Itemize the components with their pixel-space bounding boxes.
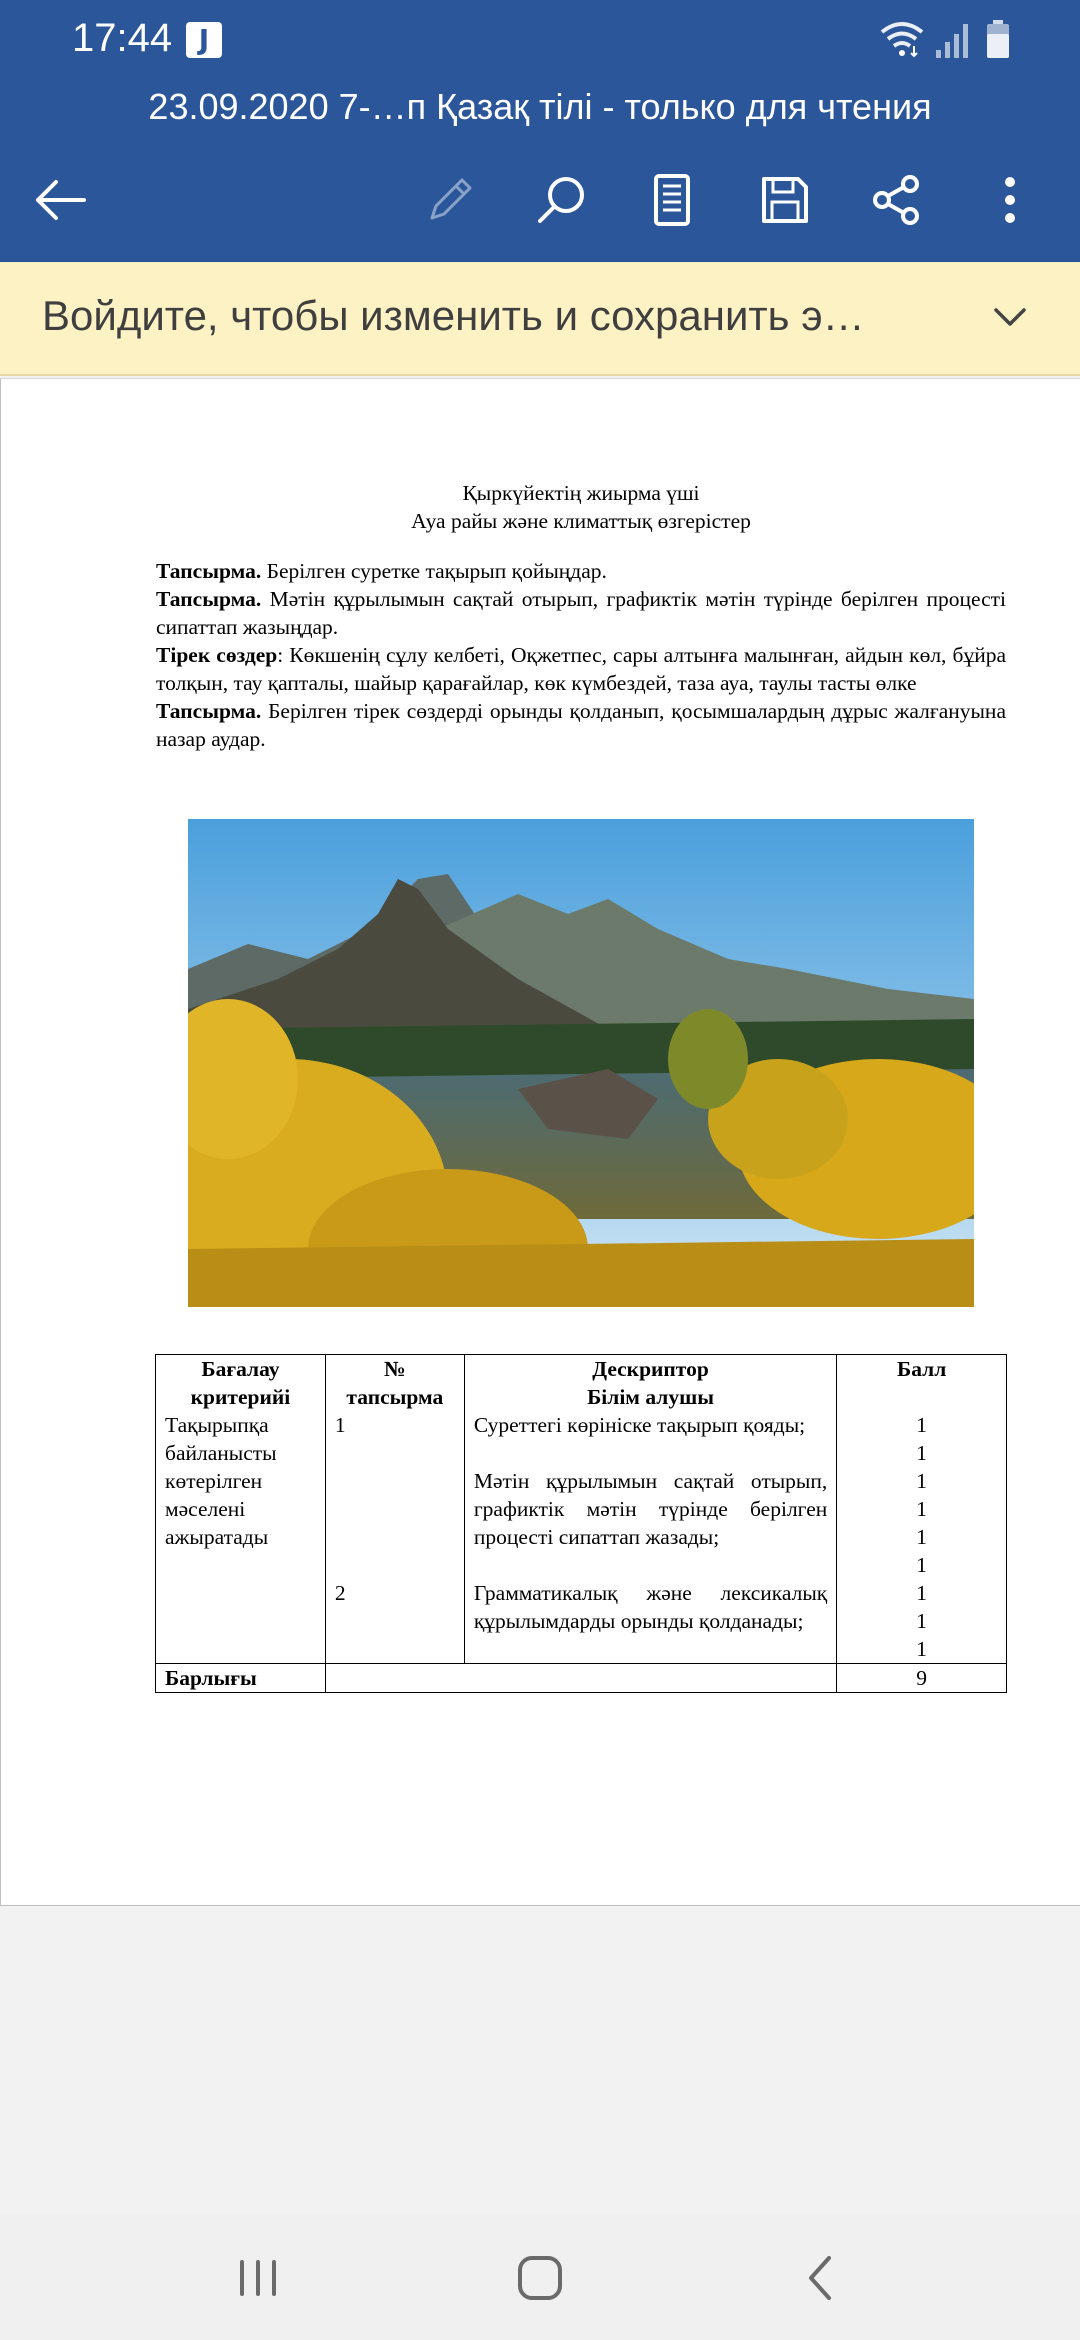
status-time: 17:44	[72, 16, 173, 60]
document-body	[156, 479, 1006, 753]
share-icon	[870, 174, 922, 226]
header-descriptor-line2: Білім алушы	[587, 1385, 715, 1409]
home-icon	[516, 2254, 564, 2302]
criteria-cell: Тақырыпқа байланысты көтерілген мәселені ажыратады	[156, 1411, 326, 1579]
home-button[interactable]	[500, 2242, 580, 2314]
task-2	[156, 585, 1006, 641]
back-button[interactable]	[28, 168, 92, 232]
edit-pencil-icon	[424, 174, 476, 226]
score-value: 1	[916, 1609, 927, 1633]
notification-glyph: J	[198, 23, 210, 56]
task-no-cell: 2	[325, 1579, 464, 1664]
header-task-no	[325, 1355, 464, 1412]
back-arrow-icon	[32, 178, 88, 222]
wifi-icon	[880, 20, 924, 60]
keywords	[156, 641, 1006, 697]
task-3-label: Тапсырма.	[156, 699, 262, 723]
notification-icon	[186, 22, 222, 58]
heading-topic: Ауа райы және климаттық өзгерістер	[411, 509, 751, 533]
task-3	[156, 697, 1006, 753]
system-nav-bar	[0, 2214, 1080, 2340]
table-row	[156, 1411, 1007, 1467]
search-icon	[534, 173, 588, 227]
score-cell	[837, 1411, 1007, 1467]
more-options-button[interactable]	[978, 168, 1042, 232]
score-value: 1	[916, 1497, 927, 1521]
keywords-label: Тірек сөздер	[156, 643, 278, 667]
descriptor-cell: Суреттегі көрініске тақырып қояды;	[464, 1411, 836, 1467]
header-task-no-line2: тапсырма	[346, 1385, 444, 1409]
task-2-label: Тапсырма.	[156, 587, 262, 611]
criteria-cell	[156, 1579, 326, 1664]
landscape-photo	[188, 819, 974, 1307]
task-1-label: Тапсырма.	[156, 559, 262, 583]
score-value: 1	[916, 1637, 927, 1661]
descriptor-cell: Мәтін құрылымын сақтай отырып, графиктік мәтін түрінде берілген процесті сипаттап жазады;	[464, 1467, 836, 1579]
total-empty-cell	[325, 1664, 836, 1693]
descriptor-cell: Грамматикалық және лексикалық құрылымдарды орынды қолданады;	[464, 1579, 836, 1664]
system-back-button[interactable]	[780, 2242, 860, 2314]
score-cell	[837, 1467, 1007, 1579]
total-label: Барлығы	[156, 1664, 326, 1693]
header-criteria: Бағалау критерийі	[156, 1355, 326, 1412]
reading-view-button[interactable]	[640, 168, 704, 232]
reading-view-icon	[652, 173, 692, 227]
total-row	[156, 1664, 1007, 1693]
header-score: Балл	[837, 1355, 1007, 1412]
recent-apps-button[interactable]	[218, 2242, 298, 2314]
table-header-row	[156, 1355, 1007, 1412]
score-value: 1	[916, 1469, 927, 1493]
score-value: 1	[916, 1525, 927, 1549]
sign-in-banner-text: Войдите, чтобы изменить и сохранить э…	[42, 292, 865, 339]
recent-apps-icon	[236, 2258, 280, 2298]
save-button[interactable]	[753, 168, 817, 232]
task-3-text: Берілген тірек сөздерді орынды қолданып, қосымшалардың дұрыс жалғануына назар аудар.	[156, 699, 1006, 751]
task-no-cell	[325, 1467, 464, 1579]
task-1-text: Берілген суретке тақырып қойыңдар.	[261, 559, 607, 583]
header-descriptor	[464, 1355, 836, 1412]
score-value: 1	[916, 1413, 927, 1437]
app-bar	[0, 0, 1080, 262]
document-title: 23.09.2020 7-…п Қазақ тілі - только для чтения	[148, 86, 932, 127]
edit-button[interactable]	[418, 168, 482, 232]
score-value: 1	[916, 1553, 927, 1577]
score-value: 1	[916, 1441, 927, 1465]
document-page	[0, 378, 1080, 1906]
header-descriptor-line1: Дескриптор	[592, 1357, 709, 1381]
keywords-text: : Көкшенің сұлу келбеті, Оқжетпес, сары алтынға малынған, айдын көл, бұйра толқын, тау қапталы, шайыр қарағайлар, көк күмбездей, таза ауа, таулы тасты өлке	[156, 643, 1006, 695]
table-row	[156, 1579, 1007, 1664]
task-2-text: Мәтін құрылымын сақтай отырып, графиктік мәтін түрінде берілген процесті сипаттап жазыңдар.	[156, 587, 1006, 639]
total-value: 9	[837, 1664, 1007, 1693]
sign-in-banner[interactable]	[0, 262, 1080, 376]
share-button[interactable]	[864, 168, 928, 232]
battery-icon	[986, 20, 1010, 60]
search-button[interactable]	[529, 168, 593, 232]
assessment-table	[155, 1354, 1007, 1693]
task-1	[156, 557, 1006, 585]
header-task-no-line1: №	[384, 1357, 406, 1381]
score-value: 1	[916, 1581, 927, 1605]
save-icon	[760, 175, 810, 225]
score-cell	[837, 1579, 1007, 1664]
chevron-down-icon[interactable]	[990, 298, 1030, 338]
heading-date: Қыркүйектің жиырма үші	[462, 481, 700, 505]
status-bar	[0, 0, 1080, 80]
signal-icon	[934, 22, 970, 60]
more-options-icon	[1002, 174, 1018, 226]
task-no-cell: 1	[325, 1411, 464, 1467]
system-back-icon	[805, 2254, 835, 2302]
